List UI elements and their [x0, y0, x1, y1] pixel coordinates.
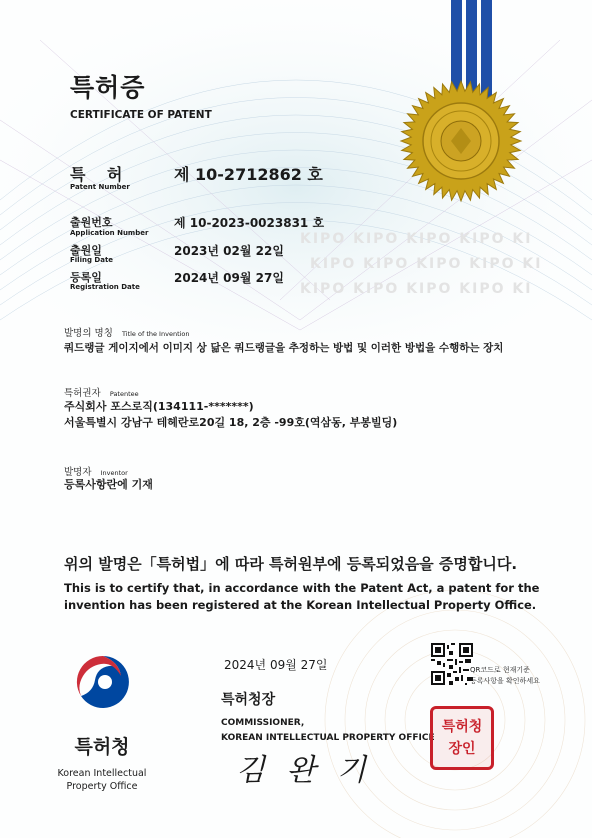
kipo-watermark: KIPO KIPO KIPO KIPO KI: [300, 281, 533, 297]
certificate-title-en: CERTIFICATE OF PATENT: [70, 109, 212, 121]
registration-date-value: 2024년 09월 27일: [174, 271, 284, 285]
patent-number-label-ko: 특 허: [70, 165, 131, 184]
qr-code-icon: [431, 643, 473, 685]
inventor-label-ko: 발명자: [64, 467, 92, 478]
qr-code-note: [470, 665, 540, 687]
patentee-address: 서울특별시 강남구 테헤란로20길 18, 2층 -99호(역삼동, 부봉빌딩): [64, 416, 398, 429]
kipo-watermark: KIPO KIPO KIPO KIPO KI: [300, 231, 533, 247]
registration-date-label-en: Registration Date: [70, 283, 140, 291]
invention-title-label-ko: 발명의 명칭: [64, 328, 113, 339]
certificate-title-ko: 특허증: [70, 73, 146, 102]
commissioner-title-en-line1: COMMISSIONER,: [221, 718, 305, 728]
inventor-label-en: Inventor: [100, 469, 128, 477]
commissioner-title-en: [221, 716, 435, 746]
qr-code-note-line2: 등록사항을 확인하세요: [470, 677, 540, 685]
commissioner-title-en-line2: KOREAN INTELLECTUAL PROPERTY OFFICE: [221, 733, 435, 743]
kipo-logo-icon: [73, 652, 133, 712]
patentee-label-en: Patentee: [109, 390, 139, 398]
qr-code-note-line1: QR코드로 현재기준: [470, 666, 530, 674]
kipo-watermark: KIPO KIPO KIPO KIPO KI: [310, 256, 543, 272]
official-red-stamp: [430, 706, 494, 770]
patentee-label-ko: 특허권자: [64, 388, 101, 399]
commissioner-signature: 김 완 기: [236, 753, 373, 788]
invention-title-label: [64, 321, 190, 340]
patent-number-value: 제 10-2712862 호: [174, 165, 323, 184]
filing-date-label-ko: 출원일: [70, 244, 102, 257]
patentee-name: 주식회사 포스로직(134111-*******): [64, 400, 254, 413]
filing-date-value: 2023년 02월 22일: [174, 244, 284, 258]
invention-title-label-en: Title of the Invention: [122, 330, 190, 338]
filing-date-label-en: Filing Date: [70, 256, 114, 264]
official-red-stamp-text: 특허청장인: [441, 719, 483, 757]
application-number-label-en: Application Number: [70, 229, 149, 237]
registration-date-label-ko: 등록일: [70, 271, 102, 284]
kipo-name-en: Korean Intellectual Property Office: [57, 768, 147, 792]
issue-date: 2024년 09월 27일: [224, 658, 328, 672]
kipo-name-ko: 특허청: [74, 736, 130, 758]
application-number-value: 제 10-2023-0023831 호: [174, 216, 325, 230]
certification-statement-ko: 위의 발명은「특허법」에 따라 특허원부에 등록되었음을 증명합니다.: [64, 555, 518, 573]
patent-number-label-en: Patent Number: [70, 183, 130, 191]
gold-seal-icon: [398, 78, 524, 204]
invention-title-value: 쿼드랭글 게이지에서 이미지 상 닮은 쿼드랭글을 추정하는 방법 및 이러한 방법을 수행하는 장치: [64, 342, 504, 354]
inventor-value: 등록사항란에 기재: [64, 478, 153, 491]
application-number-label-ko: 출원번호: [70, 216, 113, 229]
certification-statement-en: This is to certify that, in accordance with the Patent Act, a patent for the invention has been registered at the Korean Intellectual Property Office.: [64, 581, 540, 612]
commissioner-title-ko: 특허청장: [221, 692, 276, 708]
